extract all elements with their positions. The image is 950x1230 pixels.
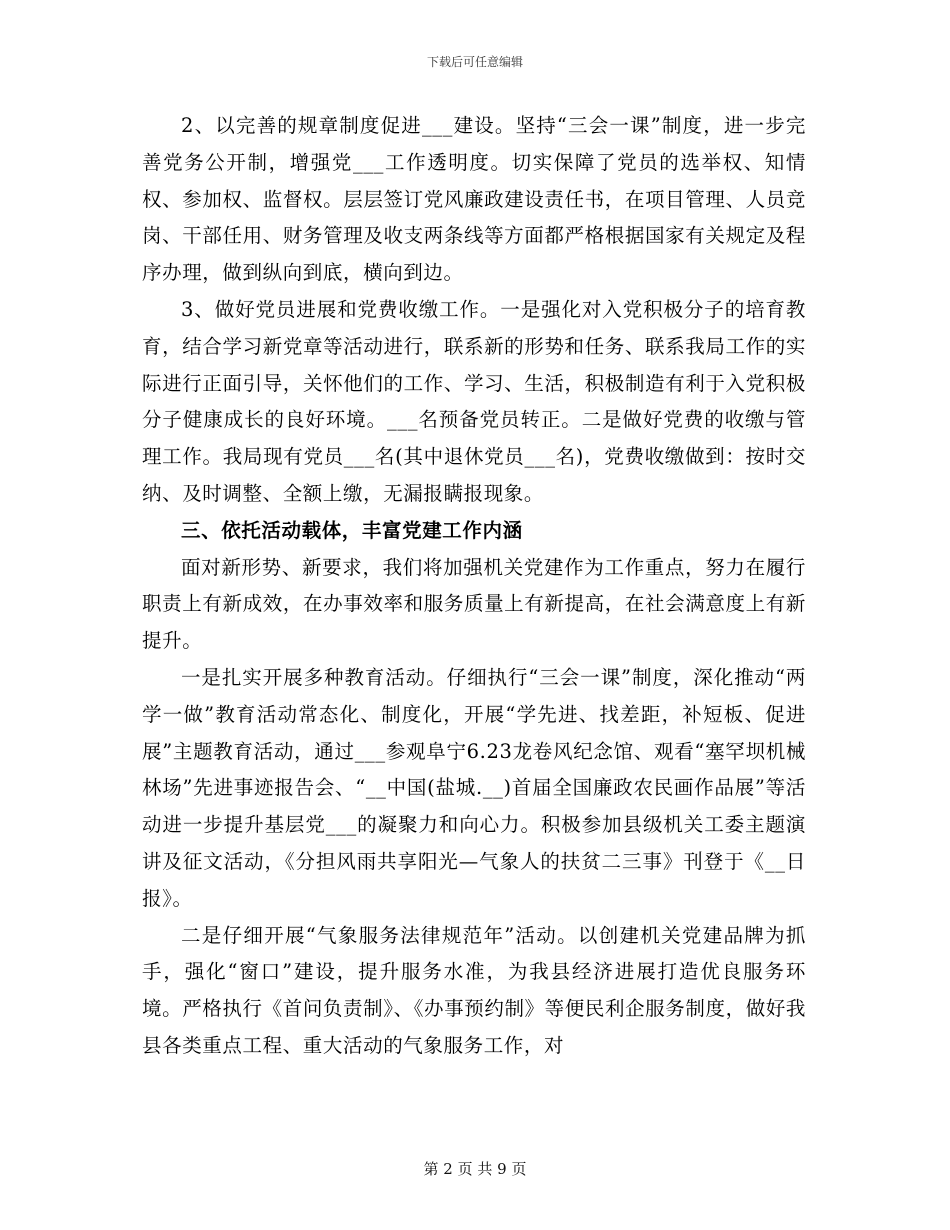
section-heading-activities: 三、依托活动载体，丰富党建工作内涵	[181, 518, 523, 542]
paragraph-new-situation: 面对新形势、新要求，我们将加强机关党建作为工作重点，努力在履行职责上有新成效，在办事效率和服务质量上有新提高，在社会满意度上有新提升。	[142, 555, 806, 653]
page-header-note: 下载后可任意编辑	[426, 55, 523, 69]
paragraph-meteorological-service: 二是仔细开展“气象服务法律规范年”活动。以创建机关党建品牌为抓手，强化“窗口”建设，提升服务水准，为我县经济进展打造优良服务环境。严格执行《首问负责制》、《办事预约制》等便民利企服务制度，做好我县各类重点工程、重大活动的气象服务工作，对	[142, 923, 806, 1057]
page-number-footer: 第 2 页 共 9 页	[423, 1160, 527, 1178]
paragraph-party-members-and-dues: 3、做好党员进展和党费收缴工作。一是强化对入党积极分子的培育教育，结合学习新党章等活动进行，联系新的形势和任务、联系我局工作的实际进行正面引导，关怀他们的工作、学习、生活，积极制造有利于入党积极分子健康成长的良好环境。___名预备党员转正。二是做好党费的收缴与管理工作。我局现有党员___名(其中退休党员___名)，党费收缴做到：按时交纳、及时调整、全额上缴，无漏报瞒报现象。	[142, 297, 806, 505]
paragraph-regulations: 2、以完善的规章制度促进___建设。坚持“三会一课”制度，进一步完善党务公开制，增强党___工作透明度。切实保障了党员的选举权、知情权、参加权、监督权。层层签订党风廉政建设责任书，在项目管理、人员竞岗、干部任用、财务管理及收支两条线等方面都严格根据国家有关规定及程序办理，做到纵向到底，横向到边。	[142, 114, 806, 285]
document-body	[142, 108, 806, 1065]
paragraph-education-activities: 一是扎实开展多种教育活动。仔细执行“三会一课”制度，深化推动“两学一做”教育活动常态化、制度化，开展“学先进、找差距，补短板、促进展”主题教育活动，通过___参观阜宁6.23龙卷风纪念馆、观看“塞罕坝机械林场”先进事迹报告会、“__中国(盐城.__)首届全国廉政农民画作品展”等活动进一步提升基层党___的凝聚力和向心力。积极参加县级机关工委主题演讲及征文活动，《分担风雨共享阳光—气象人的扶贫二三事》刊登于《__日报》。	[142, 665, 806, 910]
